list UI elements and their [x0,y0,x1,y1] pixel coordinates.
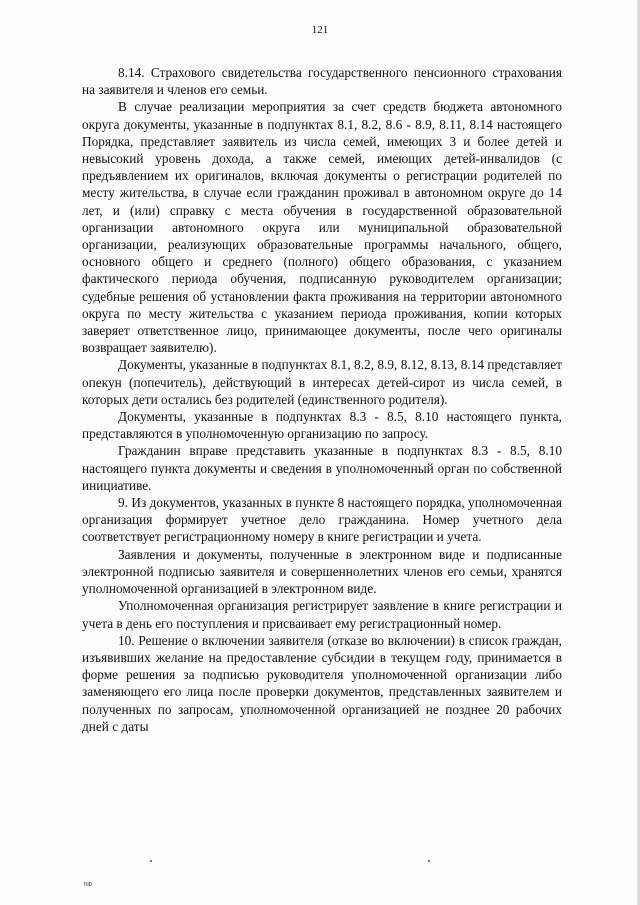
page-number: 121 [311,24,329,36]
paragraph-budget-case: В случае реализации мероприятия за счет средств бюджета автономного округа документы, указанные в подпунктах 8.1, 8.2, 8.6 - 8.9, 8.11, 8.14 настоящего Порядка, представляет заявитель из числа семей, имеющих 3 и более детей и невысокий уровень дохода, а также семей, имеющих детей-инвалидов (с предъявлением их оригиналов, включая документы о регистрации родителей по месту жительства, в случае если гражданин проживал в автономном округе до 14 лет, и (или) справку с места обучения в государственной образовательной организации автономного округа или муниципальной образовательной организации, реализующих образовательные программы начального, общего, основного общего и среднего (полного) общего образования, с указанием фактического периода обучения, подписанную руководителем организации; судебные решения об установлении факта проживания на территории автономного округа по месту жительства с указанием периода проживания, копии которых заверяет ответственное лицо, принимающее документы, после чего оригиналы возвращает заявителю). [82,99,562,356]
document-body [82,64,562,735]
footer-mark: hib [84,882,93,888]
scan-speck [150,860,152,862]
paragraph-8-14: 8.14. Страхового свидетельства государственного пенсионного страхования на заявителя и членов его семьи. [82,65,562,98]
paragraph-citizen-right: Гражданин вправе представить указанные в подпунктах 8.3 - 8.5, 8.10 настоящего пункта документы и сведения в уполномоченный орган по собственной инициативе. [82,443,562,493]
paragraph-electronic-docs: Заявления и документы, полученные в электронном виде и подписанные электронной подписью заявителя и совершеннолетних членов его семьи, хранятся уполномоченной организацией в электронном виде. [82,546,562,597]
paragraph-10: 10. Решение о включении заявителя (отказе во включении) в список граждан, изъявивших желание на предоставление субсидии в текущем году, принимается в форме решения за подписью руководителя уполномоченной организации либо заменяющего его лица после проверки документов, представленных заявителем и полученных по запросам, уполномоченной организацией не позднее 20 рабочих дней с даты [82,632,562,734]
paragraph-registration: Уполномоченная организация регистрирует заявление в книге регистрации и учета в день его поступления и присваивает ему регистрационный номер. [82,598,562,631]
paragraph-guardian-docs: Документы, указанные в подпунктах 8.1, 8.2, 8.9, 8.12, 8.13, 8.14 представляет опекун (попечитель), действующий в интересах детей-сирот из числа семей, в которых дети остались без родителей (единственного родителя). [82,357,562,407]
scan-speck [428,860,430,862]
paragraph-docs-on-request: Документы, указанные в подпунктах 8.3 - 8.5, 8.10 настоящего пункта, представляются в уполномоченную организацию по запросу. [82,409,562,442]
paragraph-9: 9. Из документов, указанных в пункте 8 настоящего порядка, уполномоченная организация формирует учетное дело гражданина. Номер учетного дела соответствует регистрационному номеру в книге регистрации и учета. [82,495,562,545]
